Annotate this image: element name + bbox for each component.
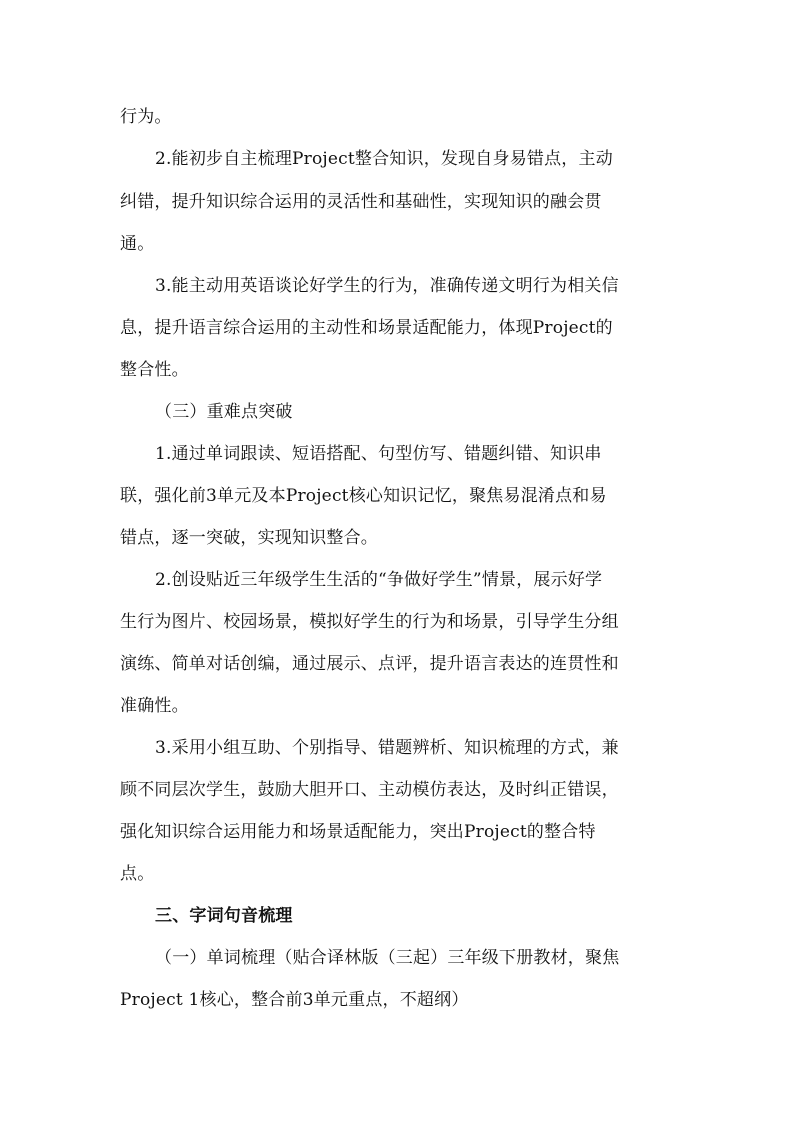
goal-2-line: 2.能初步自主梳理Project整合知识，发现自身易错点，主动 <box>155 149 613 169</box>
text-line: 通。 <box>120 234 155 254</box>
text-line: 息，提升语言综合运用的主动性和场景适配能力，体现Project的 <box>120 318 613 338</box>
section-heading-words: 三、字词句音梳理 <box>155 906 293 926</box>
text-line: 点。 <box>120 864 155 884</box>
text-line: 联，强化前3单元及本Project核心知识记忆，聚焦易混淆点和易 <box>120 486 607 506</box>
text-line: 顾不同层次学生，鼓励大胆开口、主动模仿表达，及时纠正错误， <box>120 780 619 800</box>
text-line: 整合性。 <box>120 360 189 380</box>
text-line: 准确性。 <box>120 696 189 716</box>
text-line: Project 1核心，整合前3单元重点，不超纲） <box>120 990 469 1010</box>
text-line: 行为。 <box>120 107 172 127</box>
point-1-line: 1.通过单词跟读、短语搭配、句型仿写、错题纠错、知识串 <box>155 444 602 464</box>
goal-3-line: 3.能主动用英语谈论好学生的行为，准确传递文明行为相关信 <box>155 276 619 296</box>
text-line: 生行为图片、校园场景，模拟好学生的行为和场景，引导学生分组 <box>120 612 619 632</box>
text-line: 纠错，提升知识综合运用的灵活性和基础性，实现知识的融会贯 <box>120 192 602 212</box>
text-line: 错点，逐一突破，实现知识整合。 <box>120 528 378 548</box>
point-3-line: 3.采用小组互助、个别指导、错题辨析、知识梳理的方式，兼 <box>155 738 619 758</box>
point-2-line: 2.创设贴近三年级学生生活的“争做好学生”情景，展示好学 <box>155 570 603 590</box>
text-line: 演练、简单对话创编，通过展示、点评，提升语言表达的连贯性和 <box>120 654 619 674</box>
subsection-heading-vocab: （一）单词梳理（贴合译林版（三起）三年级下册教材，聚焦 <box>155 948 620 968</box>
text-line: 强化知识综合运用能力和场景适配能力，突出Project的整合特 <box>120 822 596 842</box>
section-heading-key-points: （三）重难点突破 <box>155 402 293 422</box>
